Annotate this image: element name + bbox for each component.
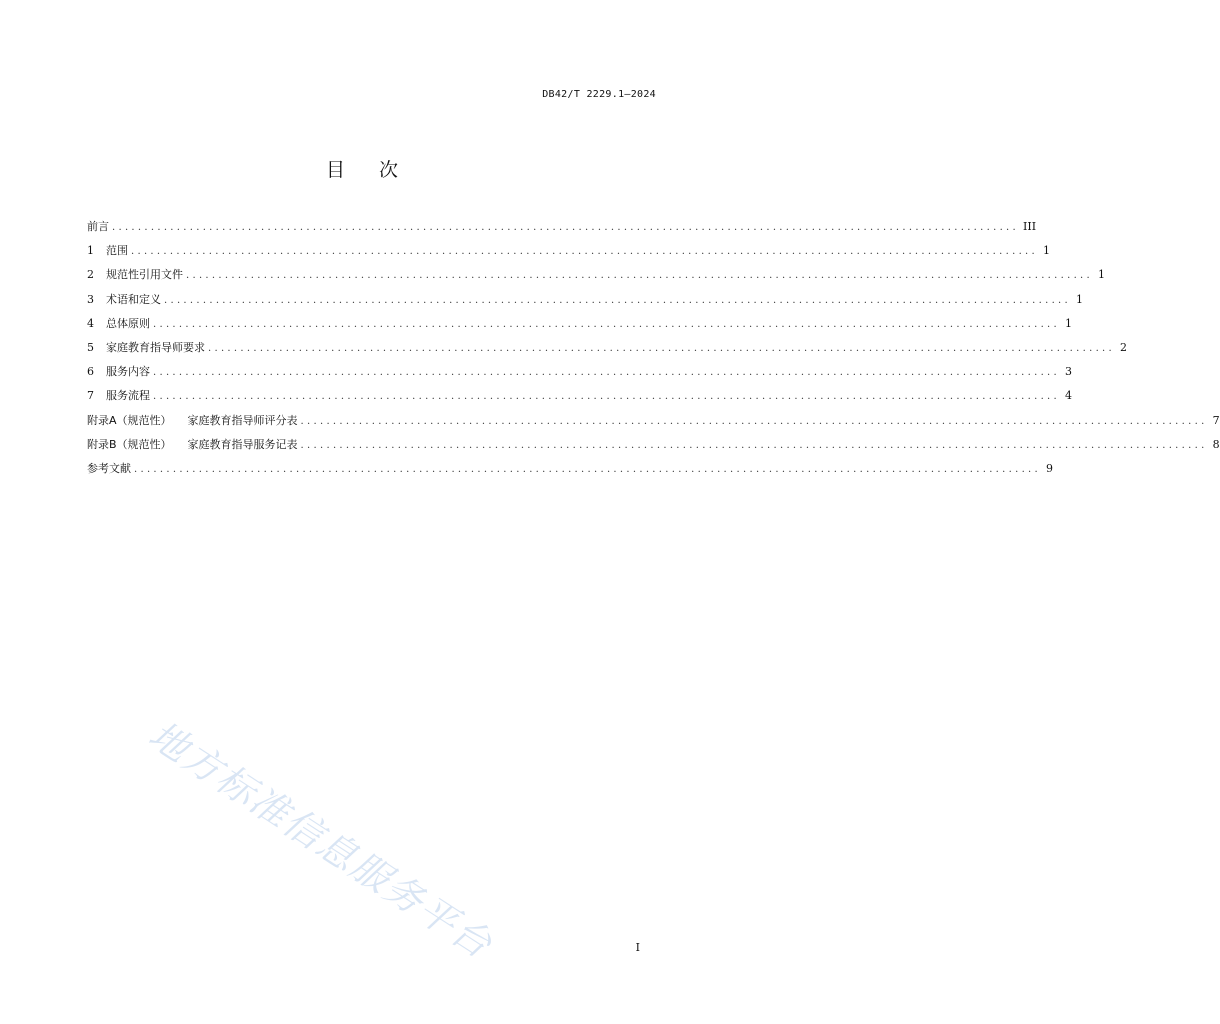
- toc-entry[interactable]: [87, 219, 1037, 243]
- toc-entry-page: 7: [1212, 413, 1220, 427]
- toc-entry-label: 附录A（规范性）: [87, 413, 172, 427]
- toc-entry-number: 7: [87, 389, 94, 403]
- page-number: I: [635, 941, 640, 954]
- toc-entry[interactable]: [87, 413, 1220, 437]
- toc-entry[interactable]: [87, 267, 1106, 291]
- toc-entry-page: 8: [1212, 437, 1220, 451]
- toc-entry[interactable]: [87, 292, 1084, 316]
- toc-entry-page: 1: [1043, 244, 1051, 258]
- toc-entry-label: 范围: [106, 244, 128, 258]
- toc-entry-number: 2: [87, 268, 94, 282]
- toc-entry[interactable]: [87, 461, 1054, 485]
- toc-dot-leader: ............................................................................................................................................: [153, 367, 1061, 379]
- toc-entry-page: 4: [1065, 389, 1073, 403]
- toc-entry-page: 1: [1098, 268, 1106, 282]
- toc-entry-number: 4: [87, 316, 94, 330]
- toc-dot-leader: ............................................................................................................................................: [300, 415, 1208, 427]
- toc-entry-label: 参考文献: [87, 461, 131, 475]
- document-code: DB42/T 2229.1—2024: [542, 89, 656, 100]
- toc-dot-leader: ............................................................................................................................................: [153, 391, 1061, 403]
- toc-entry-label: 附录B（规范性）: [87, 437, 172, 451]
- toc-entry-page: 1: [1065, 316, 1073, 330]
- toc-dot-leader: ............................................................................................................................................: [131, 246, 1039, 258]
- toc-entry-label: 前言: [87, 220, 109, 233]
- toc-entry[interactable]: [87, 316, 1073, 340]
- toc-dot-leader: ............................................................................................................................................: [186, 270, 1094, 282]
- table-of-contents: [87, 219, 1220, 485]
- toc-entry-page: 3: [1065, 365, 1073, 379]
- toc-entry-page: 9: [1046, 461, 1054, 475]
- toc-entry-number: 5: [87, 340, 94, 354]
- toc-entry-page: 1: [1076, 292, 1084, 306]
- toc-entry-page: III: [1023, 220, 1037, 233]
- toc-dot-leader: ............................................................................................................................................: [112, 222, 1020, 233]
- toc-entry-label: 规范性引用文件: [106, 268, 183, 282]
- toc-entry[interactable]: [87, 243, 1051, 267]
- toc-entry-label: 家庭教育指导师要求: [106, 340, 205, 354]
- toc-entry[interactable]: [87, 388, 1073, 412]
- toc-entry-label: 总体原则: [106, 316, 150, 330]
- page-title: 目次: [325, 159, 432, 181]
- toc-entry[interactable]: [87, 340, 1128, 364]
- toc-entry-subtitle: 家庭教育指导服务记表: [187, 437, 298, 451]
- toc-entry[interactable]: [87, 364, 1073, 388]
- toc-entry-label: 服务内容: [106, 365, 150, 379]
- toc-dot-leader: ............................................................................................................................................: [208, 342, 1116, 354]
- toc-entry-subtitle: 家庭教育指导师评分表: [187, 413, 298, 427]
- toc-entry-label: 术语和定义: [106, 292, 161, 306]
- toc-entry-number: 6: [87, 365, 94, 379]
- toc-entry[interactable]: [87, 437, 1220, 461]
- watermark: 地方标准信息服务平台: [141, 712, 501, 968]
- toc-entry-page: 2: [1120, 340, 1128, 354]
- toc-entry-number: 1: [87, 244, 94, 258]
- toc-dot-leader: ............................................................................................................................................: [164, 294, 1072, 306]
- toc-entry-number: 3: [87, 292, 94, 306]
- toc-dot-leader: ............................................................................................................................................: [300, 439, 1208, 451]
- toc-dot-leader: ............................................................................................................................................: [153, 318, 1061, 330]
- toc-entry-label: 服务流程: [106, 389, 150, 403]
- toc-dot-leader: ............................................................................................................................................: [134, 463, 1042, 475]
